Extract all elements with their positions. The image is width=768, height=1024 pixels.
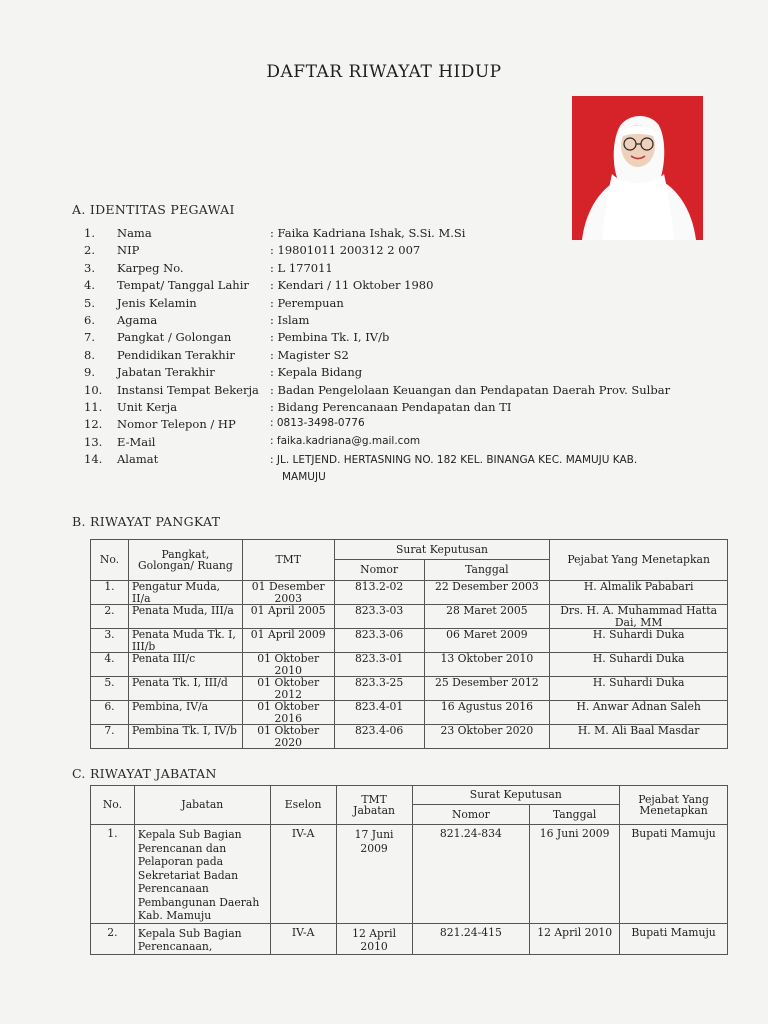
identity-row <box>84 296 704 313</box>
section-b-heading: B. RIWAYAT PANGKAT <box>72 514 221 529</box>
cell-no: 5. <box>91 677 129 701</box>
identity-row <box>84 313 704 330</box>
identity-no: 3. <box>84 260 95 275</box>
cell-pangkat: Penata III/c <box>128 653 242 677</box>
identity-row <box>84 435 704 452</box>
table-row <box>91 677 728 701</box>
cell-pejabat: H. Suhardi Duka <box>550 653 728 677</box>
cell-pangkat: Penata Tk. I, III/d <box>128 677 242 701</box>
cell-tmt: 01 April 2005 <box>242 605 334 629</box>
cell-tanggal: 28 Maret 2005 <box>424 605 550 629</box>
cell-pangkat: Pengatur Muda, II/a <box>128 581 242 605</box>
identity-list <box>84 226 704 486</box>
cell-no: 1. <box>91 581 129 605</box>
header-pejabat: Pejabat Yang Menetapkan <box>620 786 728 825</box>
table-row <box>91 825 728 924</box>
identity-no: 9. <box>84 365 95 380</box>
cell-nomor: 823.3-01 <box>334 653 424 677</box>
cell-no: 1. <box>91 825 135 924</box>
header-nomor: Nomor <box>334 560 424 581</box>
cell-pangkat: Penata Muda, III/a <box>128 605 242 629</box>
document-title: DAFTAR RIWAYAT HIDUP <box>266 62 502 82</box>
table-row <box>91 725 728 749</box>
identity-value: : Perempuan <box>270 295 344 310</box>
header-no: No. <box>91 786 135 825</box>
identity-no: 7. <box>84 330 95 345</box>
identity-label: Tempat/ Tanggal Lahir <box>117 278 249 293</box>
table-row <box>91 605 728 629</box>
identity-row <box>84 417 704 434</box>
identity-no: 4. <box>84 278 95 293</box>
cell-tmt: 01 Oktober 2016 <box>242 701 334 725</box>
cell-jabatan: Kepala Sub Bagian Perencanan dan Pelaporan pada Sekretariat Badan Perencanaan Pembangunan Daerah Kab. Mamuju <box>134 825 270 924</box>
cell-nomor: 823.4-01 <box>334 701 424 725</box>
header-surat-keputusan: Surat Keputusan <box>412 786 620 805</box>
position-history-table <box>90 785 728 955</box>
identity-value: : 0813-3498-0776 <box>270 417 365 430</box>
cell-pejabat: Bupati Mamuju <box>620 923 728 954</box>
identity-label: Jenis Kelamin <box>117 295 197 310</box>
identity-label: Jabatan Terakhir <box>117 365 215 380</box>
cell-tanggal: 16 Agustus 2016 <box>424 701 550 725</box>
identity-row <box>84 383 704 400</box>
identity-value: : L 177011 <box>270 260 333 275</box>
cell-tanggal: 12 April 2010 <box>530 923 620 954</box>
cell-tmt: 01 Desember 2003 <box>242 581 334 605</box>
cell-pangkat: Pembina, IV/a <box>128 701 242 725</box>
header-tanggal: Tanggal <box>424 560 550 581</box>
identity-no: 1. <box>84 226 95 240</box>
cell-no: 3. <box>91 629 129 653</box>
identity-row <box>84 400 704 417</box>
cell-tmt: 12 April 2010 <box>336 923 412 954</box>
cell-tmt: 01 Oktober 2012 <box>242 677 334 701</box>
identity-label: Agama <box>117 312 158 327</box>
header-jabatan: Jabatan <box>134 786 270 825</box>
cell-no: 6. <box>91 701 129 725</box>
cell-pejabat: H. Anwar Adnan Saleh <box>550 701 728 725</box>
table-row <box>91 629 728 653</box>
cell-no: 7. <box>91 725 129 749</box>
section-c-heading: C. RIWAYAT JABATAN <box>72 766 217 781</box>
identity-value: : Kendari / 11 Oktober 1980 <box>270 278 434 293</box>
table-row <box>91 653 728 677</box>
header-tmt-jabatan: TMT Jabatan <box>336 786 412 825</box>
cell-tanggal: 22 Desember 2003 <box>424 581 550 605</box>
cell-eselon: IV-A <box>270 923 336 954</box>
cell-nomor: 821.24-834 <box>412 825 530 924</box>
cell-pejabat: Drs. H. A. Muhammad Hatta Dai, MM <box>550 605 728 629</box>
identity-value: : faika.kadriana@g.mail.com <box>270 434 421 447</box>
cell-nomor: 823.3-06 <box>334 629 424 653</box>
address-line-2: MAMUJU <box>282 471 326 484</box>
profile-photo <box>572 96 703 240</box>
cell-tanggal: 13 Oktober 2010 <box>424 653 550 677</box>
identity-row <box>84 348 704 365</box>
cell-tmt: 01 Oktober 2020 <box>242 725 334 749</box>
rank-history-table <box>90 539 728 749</box>
identity-value: : 19801011 200312 2 007 <box>270 243 421 258</box>
cell-tanggal: 16 Juni 2009 <box>530 825 620 924</box>
cell-no: 4. <box>91 653 129 677</box>
section-a-heading: A. IDENTITAS PEGAWAI <box>72 202 235 217</box>
cell-jabatan: Kepala Sub Bagian Perencanaan, <box>134 923 270 954</box>
identity-no: 8. <box>84 347 95 362</box>
cell-eselon: IV-A <box>270 825 336 924</box>
table-row <box>91 923 728 954</box>
identity-label: Pendidikan Terakhir <box>117 347 235 362</box>
header-tmt: TMT <box>242 540 334 581</box>
cell-tanggal: 06 Maret 2009 <box>424 629 550 653</box>
cell-nomor: 823.3-25 <box>334 677 424 701</box>
identity-no: 10. <box>84 382 103 397</box>
identity-row <box>84 226 704 243</box>
cell-no: 2. <box>91 605 129 629</box>
address-line-1: : JL. LETJEND. HERTASNING NO. 182 KEL. BINANGA KEC. MAMUJU KAB. <box>270 454 638 467</box>
cell-nomor: 823.4-06 <box>334 725 424 749</box>
identity-value: : Faika Kadriana Ishak, S.Si. M.Si <box>270 226 466 240</box>
identity-label: Unit Kerja <box>117 399 178 414</box>
identity-value: : Kepala Bidang <box>270 365 363 380</box>
identity-row <box>84 261 704 278</box>
profile-photo-illustration <box>572 96 703 240</box>
identity-label: E-Mail <box>117 434 156 449</box>
header-surat-keputusan: Surat Keputusan <box>334 540 550 560</box>
identity-value: : Badan Pengelolaan Keuangan dan Pendapatan Daerah Prov. Sulbar <box>270 382 671 397</box>
cell-pejabat: H. M. Ali Baal Masdar <box>550 725 728 749</box>
identity-value: : Islam <box>270 312 310 327</box>
identity-label: Alamat <box>117 452 159 467</box>
header-nomor: Nomor <box>412 805 530 825</box>
cell-nomor: 823.3-03 <box>334 605 424 629</box>
cell-pangkat: Penata Muda Tk. I, III/b <box>128 629 242 653</box>
identity-label: Nomor Telepon / HP <box>117 417 236 432</box>
identity-value <box>270 452 700 486</box>
identity-label: NIP <box>117 243 140 258</box>
header-tanggal: Tanggal <box>530 805 620 825</box>
cell-nomor: 813.2-02 <box>334 581 424 605</box>
header-pejabat: Pejabat Yang Menetapkan <box>550 540 728 581</box>
identity-no: 12. <box>84 417 103 432</box>
identity-row <box>84 452 704 486</box>
cell-tanggal: 25 Desember 2012 <box>424 677 550 701</box>
identity-no: 13. <box>84 434 103 449</box>
identity-value: : Magister S2 <box>270 347 349 362</box>
identity-row <box>84 278 704 295</box>
identity-label: Pangkat / Golongan <box>117 330 232 345</box>
identity-row <box>84 243 704 260</box>
cell-pejabat: H. Almalik Pababari <box>550 581 728 605</box>
identity-label: Nama <box>117 226 152 240</box>
cell-tmt: 01 April 2009 <box>242 629 334 653</box>
identity-no: 11. <box>84 399 103 414</box>
identity-no: 2. <box>84 243 95 258</box>
identity-label: Instansi Tempat Bekerja <box>117 382 259 397</box>
identity-row <box>84 365 704 382</box>
cell-tmt: 01 Oktober 2010 <box>242 653 334 677</box>
identity-row <box>84 330 704 347</box>
cell-tmt: 17 Juni 2009 <box>336 825 412 924</box>
identity-value: : Pembina Tk. I, IV/b <box>270 330 390 345</box>
identity-label: Karpeg No. <box>117 260 184 275</box>
header-pangkat: Pangkat, Golongan/ Ruang <box>128 540 242 581</box>
cell-pejabat: H. Suhardi Duka <box>550 629 728 653</box>
identity-no: 14. <box>84 452 103 467</box>
header-eselon: Eselon <box>270 786 336 825</box>
cell-pejabat: Bupati Mamuju <box>620 825 728 924</box>
table-row <box>91 581 728 605</box>
identity-no: 6. <box>84 312 95 327</box>
cell-tanggal: 23 Oktober 2020 <box>424 725 550 749</box>
cell-nomor: 821.24-415 <box>412 923 530 954</box>
identity-no: 5. <box>84 295 95 310</box>
table-row <box>91 701 728 725</box>
cell-pangkat: Pembina Tk. I, IV/b <box>128 725 242 749</box>
cell-pejabat: H. Suhardi Duka <box>550 677 728 701</box>
header-no: No. <box>91 540 129 581</box>
cell-no: 2. <box>91 923 135 954</box>
identity-value: : Bidang Perencanaan Pendapatan dan TI <box>270 399 512 414</box>
